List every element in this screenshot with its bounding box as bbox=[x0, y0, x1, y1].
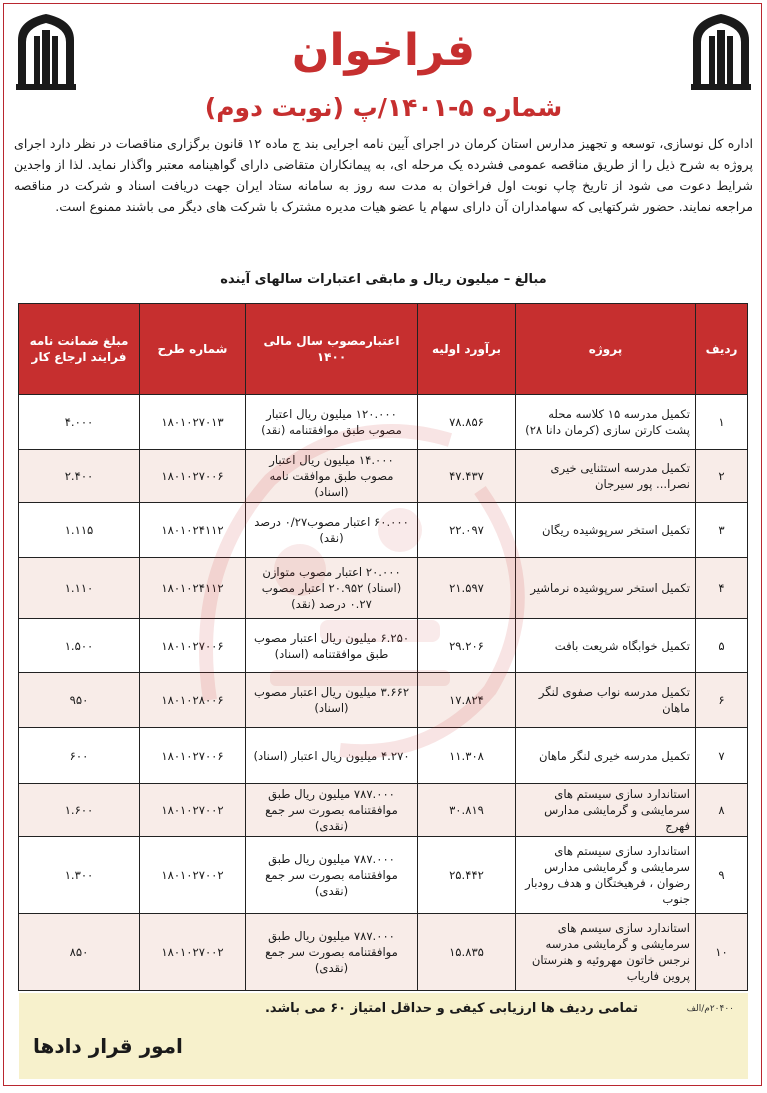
cell-estimate: ۳۰.۸۱۹ bbox=[418, 783, 516, 836]
table-row bbox=[19, 673, 748, 728]
cell-credit: ۱۲۰.۰۰۰ میلیون ریال اعتبار مصوب طبق موافقتنامه (نقد) bbox=[246, 395, 418, 450]
cell-guarantee: ۱.۶۰۰ bbox=[19, 783, 140, 836]
cell-guarantee: ۱.۵۰۰ bbox=[19, 619, 140, 673]
cell-row-number: ۶ bbox=[696, 673, 748, 728]
cell-estimate: ۲۱.۵۹۷ bbox=[418, 558, 516, 619]
table-row bbox=[19, 619, 748, 673]
cell-project: استاندارد سازی سیستم های سرمایشی و گرمایشی مدارس فهرج bbox=[516, 783, 696, 836]
table-row bbox=[19, 728, 748, 783]
cell-plan-number: ۱۸۰۱۰۲۷۰۱۳ bbox=[140, 395, 246, 450]
cell-estimate: ۴۷.۴۳۷ bbox=[418, 450, 516, 503]
cell-plan-number: ۱۸۰۱۰۲۴۱۱۲ bbox=[140, 503, 246, 558]
cell-plan-number: ۱۸۰۱۰۲۷۰۰۶ bbox=[140, 619, 246, 673]
cell-guarantee: ۶۰۰ bbox=[19, 728, 140, 783]
table-row bbox=[19, 913, 748, 990]
cell-plan-number: ۱۸۰۱۰۲۴۱۱۲ bbox=[140, 558, 246, 619]
header-estimate: برآورد اولیه bbox=[418, 304, 516, 395]
cell-plan-number: ۱۸۰۱۰۲۷۰۰۲ bbox=[140, 836, 246, 913]
cell-credit: ۲۰.۰۰۰ اعتبار مصوب متوازن (اسناد) ۲۰.۹۵۲ اعتبار مصوب ۰.۲۷ درصد (نقد) bbox=[246, 558, 418, 619]
cell-credit: ۷۸۷.۰۰۰ میلیون ریال طبق موافقتنامه بصورت سر جمع (نقدی) bbox=[246, 783, 418, 836]
cell-credit: ۱۴.۰۰۰ میلیون ریال اعتبار مصوب طبق موافقت نامه (اسناد) bbox=[246, 450, 418, 503]
cell-guarantee: ۱.۳۰۰ bbox=[19, 836, 140, 913]
cell-credit: ۷۸۷.۰۰۰ میلیون ریال طبق موافقتنامه بصورت سر جمع (نقدی) bbox=[246, 836, 418, 913]
table-row bbox=[19, 395, 748, 450]
page-title: فراخوان bbox=[291, 25, 476, 76]
projects-table bbox=[18, 303, 748, 991]
cell-credit: ۴.۲۷۰ میلیون ریال اعتبار (اسناد) bbox=[246, 728, 418, 783]
cell-guarantee: ۲.۴۰۰ bbox=[19, 450, 140, 503]
cell-plan-number: ۱۸۰۱۰۲۷۰۰۶ bbox=[140, 728, 246, 783]
cell-row-number: ۷ bbox=[696, 728, 748, 783]
cell-project: استاندارد سازی سیسم های سرمایشی و گرمایشی مدرسه نرجس خاتون مهروئیه و هنرستان پروین فاریاب bbox=[516, 913, 696, 990]
cell-credit: ۷۸۷.۰۰۰ میلیون ریال طبق موافقتنامه بصورت سر جمع (نقدی) bbox=[246, 913, 418, 990]
cell-row-number: ۵ bbox=[696, 619, 748, 673]
ad-code: ۲۰۴۰۰م/الف bbox=[686, 1004, 734, 1014]
cell-guarantee: ۴.۰۰۰ bbox=[19, 395, 140, 450]
cell-row-number: ۳ bbox=[696, 503, 748, 558]
table-row bbox=[19, 783, 748, 836]
table-caption: مبالغ – میلیون ریال و مابقی اعتبارات سالهای آینده bbox=[220, 272, 547, 287]
cell-project: تکمیل استخر سرپوشیده ریگان bbox=[516, 503, 696, 558]
cell-project: تکمیل مدرسه ۱۵ کلاسه محله پشت کارتن سازی (کرمان دانا ۲۸) bbox=[516, 395, 696, 450]
cell-plan-number: ۱۸۰۱۰۲۷۰۰۶ bbox=[140, 450, 246, 503]
announcement-number: شماره ۵-۱۴۰۱/پ (نوبت دوم) bbox=[204, 93, 563, 122]
header-plan-number: شماره طرح bbox=[140, 304, 246, 395]
cell-guarantee: ۱.۱۱۵ bbox=[19, 503, 140, 558]
cell-project: تکمیل مدرسه خیری لنگر ماهان bbox=[516, 728, 696, 783]
header-guarantee: مبلغ ضمانت نامه فرایند ارجاع کار bbox=[19, 304, 140, 395]
intro-paragraph: اداره کل نوسازی، توسعه و تجهیز مدارس استان کرمان در اجرای آیین نامه اجرایی بند ج ماده ۱۲ قانون برگزاری مناقصات در نظر دارد اجرای پروژه به شرح ذیل را از طریق مناقصه عمومی فشرده یک مرحله ای، به پیمانکاران متقاضی دارای گواهینامه معتبر واگذار نماید. لذا از واجدین شرایط دعوت می شود از تاریخ چاپ نوبت اول فراخوان به مدت سه روز به سامانه ستاد ایران جهت دریافت اسناد و شرکت در مناقصه مراجعه نمایند. حضور شرکتهایی که سهامداران آن دارای سهام یا عضو هیات مدیره مشترک با شرکت های دیگر می باشند ممنوع است. bbox=[14, 136, 753, 214]
cell-estimate: ۱۷.۸۲۴ bbox=[418, 673, 516, 728]
department-signature: امور قرار دادها bbox=[33, 1034, 183, 1058]
projects-table-container bbox=[19, 303, 748, 991]
cell-row-number: ۸ bbox=[696, 783, 748, 836]
cell-estimate: ۷۸.۸۵۶ bbox=[418, 395, 516, 450]
cell-guarantee: ۹۵۰ bbox=[19, 673, 140, 728]
table-row bbox=[19, 558, 748, 619]
cell-credit: ۳.۶۶۲ میلیون ریال اعتبار مصوب (اسناد) bbox=[246, 673, 418, 728]
cell-project: تکمیل خوابگاه شریعت بافت bbox=[516, 619, 696, 673]
cell-estimate: ۲۲.۰۹۷ bbox=[418, 503, 516, 558]
cell-credit: ۶۰.۰۰۰ اعتبار مصوب۰/۲۷ درصد (نقد) bbox=[246, 503, 418, 558]
header-project: پروژه bbox=[516, 304, 696, 395]
table-body bbox=[19, 395, 748, 991]
cell-row-number: ۴ bbox=[696, 558, 748, 619]
cell-credit: ۶.۲۵۰ میلیون ریال اعتبار مصوب طبق موافقتنامه (اسناد) bbox=[246, 619, 418, 673]
cell-guarantee: ۸۵۰ bbox=[19, 913, 140, 990]
cell-plan-number: ۱۸۰۱۰۲۷۰۰۲ bbox=[140, 913, 246, 990]
table-header-row bbox=[19, 304, 748, 395]
cell-estimate: ۲۹.۲۰۶ bbox=[418, 619, 516, 673]
cell-row-number: ۱ bbox=[696, 395, 748, 450]
cell-project: تکمیل استخر سرپوشیده نرماشیر bbox=[516, 558, 696, 619]
cell-plan-number: ۱۸۰۱۰۲۸۰۰۶ bbox=[140, 673, 246, 728]
cell-estimate: ۱۱.۳۰۸ bbox=[418, 728, 516, 783]
table-row bbox=[19, 836, 748, 913]
cell-guarantee: ۱.۱۱۰ bbox=[19, 558, 140, 619]
cell-estimate: ۲۵.۴۴۲ bbox=[418, 836, 516, 913]
cell-project: تکمیل مدرسه استثنایی خیری نصرا... پور سیرجان bbox=[516, 450, 696, 503]
table-row bbox=[19, 503, 748, 558]
cell-estimate: ۱۵.۸۳۵ bbox=[418, 913, 516, 990]
header-row-number: ردیف bbox=[696, 304, 748, 395]
cell-project: استاندارد سازی سیستم های سرمایشی و گرمایشی مدارس رضوان ، فرهیختگان و هدف رودبار جنوب bbox=[516, 836, 696, 913]
cell-row-number: ۹ bbox=[696, 836, 748, 913]
cell-project: تکمیل مدرسه نواب صفوی لنگر ماهان bbox=[516, 673, 696, 728]
header-credit: اعتبارمصوب سال مالی ۱۴۰۰ bbox=[246, 304, 418, 395]
evaluation-note: تمامی ردیف ها ارزیابی کیفی و حداقل امتیاز ۶۰ می باشد. bbox=[264, 1001, 638, 1016]
cell-row-number: ۲ bbox=[696, 450, 748, 503]
cell-row-number: ۱۰ bbox=[696, 913, 748, 990]
footer-band bbox=[19, 993, 748, 1079]
table-row bbox=[19, 450, 748, 503]
cell-plan-number: ۱۸۰۱۰۲۷۰۰۲ bbox=[140, 783, 246, 836]
